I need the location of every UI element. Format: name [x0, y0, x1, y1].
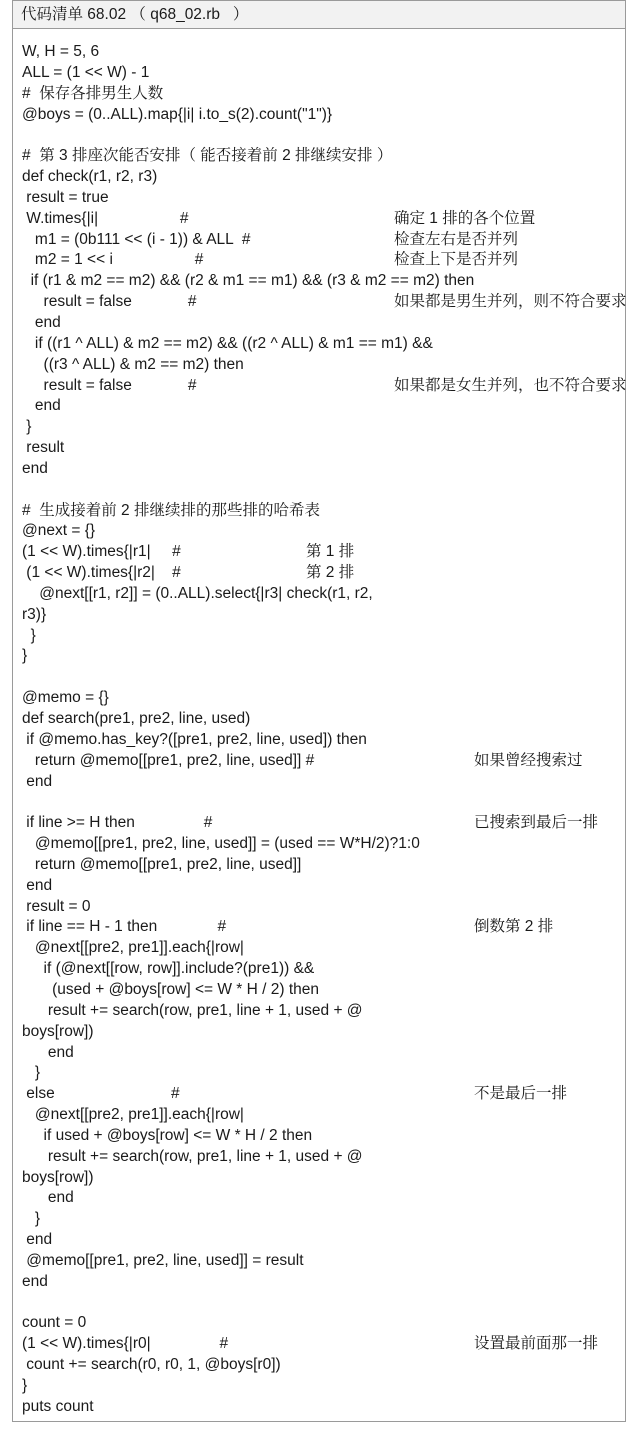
code-text: return @memo[[pre1, pre2, line, used]]: [22, 855, 302, 873]
code-line: [22, 876, 618, 897]
code-comment: 不是最后一排: [474, 1085, 568, 1103]
code-line: [22, 1334, 618, 1355]
code-text: def search(pre1, pre2, line, used): [22, 710, 251, 727]
code-line: [22, 230, 618, 251]
code-line: [22, 1105, 618, 1126]
code-line: [22, 250, 618, 271]
code-line: [22, 855, 618, 876]
code-text: if line == H - 1 then #: [22, 918, 227, 936]
code-text: def check(r1, r2, r3): [22, 168, 158, 186]
code-line: [22, 730, 618, 751]
code-line: [22, 584, 618, 605]
code-line: [22, 521, 618, 542]
code-line: [22, 1355, 618, 1376]
code-block: [22, 42, 627, 1418]
code-text: (1 << W).times{|r1| #: [22, 543, 181, 561]
code-line: [22, 125, 618, 146]
code-line: [22, 355, 618, 376]
code-text: }: [22, 1210, 41, 1228]
code-line: [22, 751, 618, 772]
code-text: W, H = 5, 6: [22, 43, 100, 60]
code-text: }: [22, 418, 32, 436]
code-text: result += search(row, pre1, line + 1, used + @: [22, 1147, 363, 1165]
code-line: [22, 667, 618, 688]
code-line: [22, 1313, 618, 1334]
code-text: @next[[pre2, pre1]].each{|row|: [22, 939, 244, 957]
code-text: if (r1 & m2 == m2) && (r2 & m1 == m1) && (r3 & m2 == m2) then: [22, 272, 475, 290]
code-line: [22, 1084, 618, 1105]
code-line: [22, 1043, 618, 1064]
code-line: [22, 271, 618, 292]
code-line: [22, 626, 618, 647]
code-text: result = false #: [22, 376, 197, 394]
code-line: [22, 772, 618, 793]
code-comment: 设置最前面那一排: [474, 1335, 599, 1353]
code-line: [22, 1147, 618, 1168]
code-comment: 确定 1 排的各个位置: [394, 209, 536, 227]
code-text: result = false #: [22, 293, 197, 311]
code-text: # 生成接着前 2 排继续排的那些排的哈希表: [22, 501, 320, 519]
code-line: [22, 1376, 618, 1397]
code-comment: 如果都是男生并列，则不符合要求: [394, 293, 627, 311]
code-line: [22, 813, 618, 834]
code-line: [22, 1001, 618, 1022]
code-text: m1 = (0b111 << (i - 1)) & ALL #: [22, 230, 251, 248]
code-text: if line >= H then #: [22, 814, 213, 832]
code-text: }: [22, 626, 36, 644]
code-text: }: [22, 647, 28, 665]
code-text: end: [22, 1272, 48, 1290]
code-line: [22, 105, 618, 126]
code-line: [22, 1293, 618, 1314]
code-text: if ((r1 ^ ALL) & m2 == m2) && ((r2 ^ ALL) & m1 == m1) &&: [22, 334, 433, 352]
code-comment: 已搜索到最后一排: [474, 814, 599, 832]
code-line: [22, 417, 618, 438]
code-line: [22, 1397, 618, 1418]
code-line: [22, 188, 618, 209]
code-line: [22, 646, 618, 667]
code-line: [22, 376, 627, 397]
code-line: [22, 1063, 618, 1084]
code-text: if used + @boys[row] <= W * H / 2 then: [22, 1126, 313, 1144]
code-text: end: [22, 1043, 74, 1061]
code-text: (1 << W).times{|r2| #: [22, 564, 181, 582]
code-comment: 如果都是女生并列，也不符合要求: [394, 376, 627, 394]
code-line: [22, 209, 618, 230]
code-text: puts count: [22, 1397, 94, 1415]
code-line: [22, 688, 618, 709]
code-text: boys[row]): [22, 1022, 94, 1040]
code-text: @memo[[pre1, pre2, line, used]] = result: [22, 1251, 304, 1269]
code-text: if (@next[[row, row]].include?(pre1)) &&: [22, 960, 315, 978]
code-comment: 检查左右是否并列: [394, 230, 519, 248]
code-text: count = 0: [22, 1314, 87, 1332]
code-text: count += search(r0, r0, 1, @boys[r0]): [22, 1356, 281, 1374]
code-text: @memo = {}: [22, 689, 109, 707]
code-comment: 第 1 排: [306, 543, 355, 561]
code-text: @next = {}: [22, 522, 96, 540]
code-text: return @memo[[pre1, pre2, line, used]] #: [22, 751, 315, 769]
code-line: [22, 313, 618, 334]
code-line: [22, 167, 618, 188]
listing-title: 代码清单 68.02 （ q68_02.rb ）: [21, 6, 249, 23]
code-text: @next[[pre2, pre1]].each{|row|: [22, 1106, 244, 1124]
code-text: result = true: [22, 188, 109, 206]
code-text: ((r3 ^ ALL) & m2 == m2) then: [22, 355, 244, 373]
code-comment: 检查上下是否并列: [394, 251, 519, 269]
code-line: [22, 480, 618, 501]
code-text: end: [22, 772, 53, 790]
code-line: [22, 292, 627, 313]
code-line: [22, 605, 618, 626]
code-line: [22, 146, 618, 167]
code-text: else #: [22, 1085, 180, 1103]
code-line: [22, 563, 618, 584]
code-comment: 如果曾经搜索过: [474, 751, 583, 769]
listing-header: [13, 1, 625, 29]
code-line: [22, 709, 618, 730]
code-line: [22, 1230, 618, 1251]
code-line: [22, 980, 618, 1001]
code-line: [22, 42, 618, 63]
code-line: [22, 63, 618, 84]
code-comment: 倒数第 2 排: [474, 918, 554, 936]
code-line: [22, 792, 618, 813]
code-text: end: [22, 397, 61, 415]
code-text: result = 0: [22, 897, 91, 915]
code-text: end: [22, 459, 48, 477]
code-line: [22, 1126, 618, 1147]
code-text: @memo[[pre1, pre2, line, used]] = (used == W*H/2)?1:0: [22, 835, 420, 853]
code-text: @boys = (0..ALL).map{|i| i.to_s(2).count("1")}: [22, 105, 333, 123]
code-line: [22, 938, 618, 959]
code-text: end: [22, 1189, 74, 1207]
code-line: [22, 459, 618, 480]
code-text: result += search(row, pre1, line + 1, used + @: [22, 1001, 363, 1019]
code-comment: 第 2 排: [306, 564, 355, 582]
code-text: end: [22, 313, 61, 331]
code-line: [22, 834, 618, 855]
code-text: W.times{|i| #: [22, 209, 189, 227]
code-line: [22, 542, 618, 563]
code-line: [22, 396, 618, 417]
code-line: [22, 959, 618, 980]
code-text: (1 << W).times{|r0| #: [22, 1335, 229, 1353]
code-text: ALL = (1 << W) - 1: [22, 63, 150, 81]
code-text: @next[[r1, r2]] = (0..ALL).select{|r3| check(r1, r2,: [22, 584, 373, 602]
code-line: [22, 1251, 618, 1272]
code-line: [22, 1272, 618, 1293]
code-text: (used + @boys[row] <= W * H / 2) then: [22, 980, 320, 998]
code-text: boys[row]): [22, 1168, 94, 1186]
code-text: result: [22, 439, 65, 457]
code-text: if @memo.has_key?([pre1, pre2, line, used]) then: [22, 730, 367, 748]
code-text: # 保存各排男生人数: [22, 84, 164, 102]
code-line: [22, 1209, 618, 1230]
code-line: [22, 501, 618, 522]
code-text: end: [22, 1231, 53, 1249]
code-line: [22, 897, 618, 918]
code-line: [22, 1188, 618, 1209]
code-text: }: [22, 1064, 41, 1082]
code-text: }: [22, 1377, 28, 1394]
code-line: [22, 334, 618, 355]
code-line: [22, 1022, 618, 1043]
code-line: [22, 84, 618, 105]
code-text: # 第 3 排座次能否安排（ 能否接着前 2 排继续安排 ）: [22, 147, 393, 165]
code-text: end: [22, 876, 53, 894]
code-text: r3)}: [22, 605, 47, 623]
code-line: [22, 1168, 618, 1189]
code-line: [22, 438, 618, 459]
code-text: m2 = 1 << i #: [22, 251, 204, 269]
code-line: [22, 917, 618, 938]
